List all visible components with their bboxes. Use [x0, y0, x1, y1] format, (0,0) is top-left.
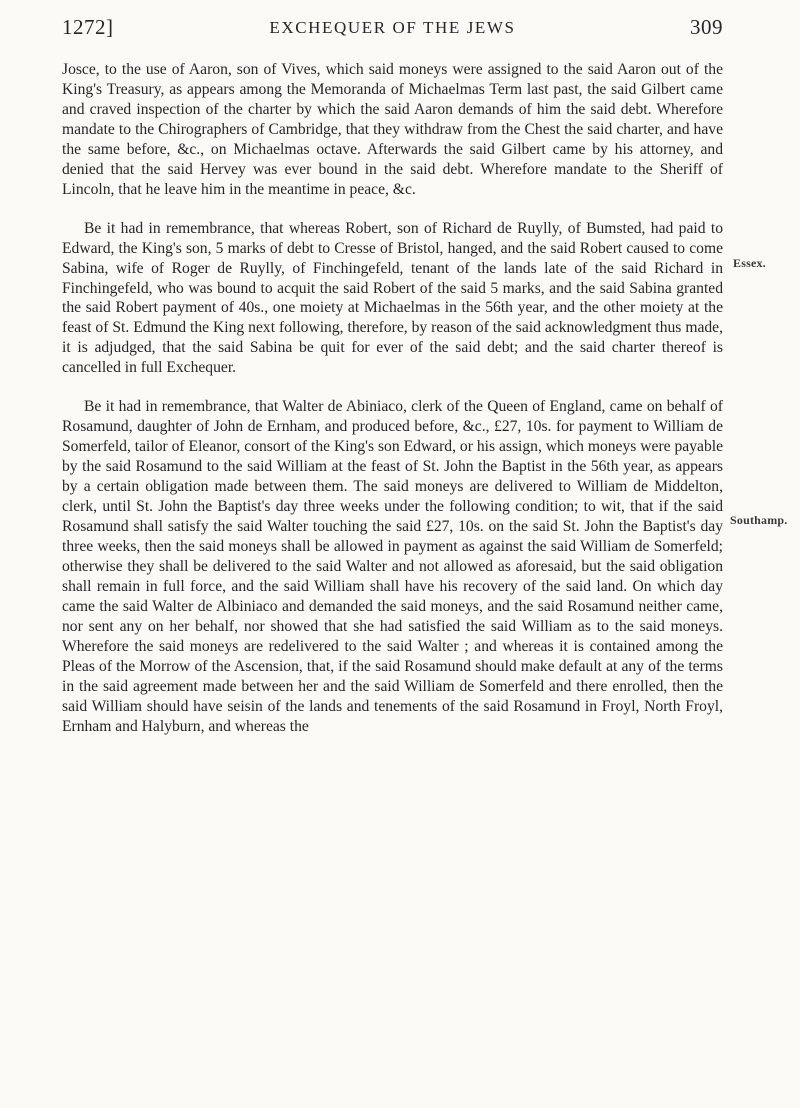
running-header: [62, 13, 723, 41]
page-number: 309: [690, 15, 723, 39]
paragraph-essex: Be it had in remembrance, that whereas Robert, son of Richard de Ruylly, of Bumsted, had paid to Edward, the King's son, 5 marks of debt to Cresse of Bristol, hanged, and the said Robert caused to come Sabina, wife of Roger de Ruylly, of Finchingefeld, tenant of the lands late of the said Richard in Finchingefeld, who was bound to acquit the said Robert of the said 5 marks, and the said Sabina granted the said Robert payment of 40s., one moiety at Michaelmas in the 56th year, and the other moiety at the feast of St. Edmund the King next following, therefore, by reason of the said acknowledgment thus made, it is adjudged, that the said Sabina be quit for ever of the said debt; and the said charter thereof is cancelled in full Exchequer.: [62, 219, 723, 377]
header-title: EXCHEQUER OF THE JEWS: [269, 18, 516, 37]
header-year: 1272]: [62, 15, 114, 39]
paragraph-southamp: Be it had in remembrance, that Walter de Abiniaco, clerk of the Queen of England, came on behalf of Rosamund, daughter of John de Ernham, and produced before, &c., £27, 10s. for payment to William de Somerfeld, tailor of Eleanor, consort of the King's son Edward, or his assign, which moneys were payable by the said Rosamund to the said William at the feast of St. John the Baptist in the 56th year, as appears by a certain obligation made between them. The said moneys are delivered to William de Middelton, clerk, until St. John the Baptist's day three weeks under the following condition; to wit, that if the said Rosamund shall satisfy the said Walter touching the said £27, 10s. on the said St. John the Baptist's day three weeks, then the said moneys shall be allowed in payment as against the said William de Somerfeld; otherwise they shall be delivered to the said Walter and not allowed as aforesaid, but the said obligation shall remain in full force, and the said William shall have his recovery of the said land. On which day came the said Walter de Albiniaco and demanded the said moneys, and the said Rosamund neither came, nor sent any on her behalf, nor showed that she had satisfied the said William as to the said moneys. Wherefore the said moneys are redelivered to the said Walter ; and whereas it is contained among the Pleas of the Morrow of the Ascension, that, if the said Rosamund should make default at any of the terms in the said agreement made between her and the said William de Somerfeld and there enrolled, then the said William should have seisin of the lands and tenements of the said Rosamund in Froyl, North Froyl, Ernham and Halyburn, and whereas the: [62, 398, 723, 735]
margin-note-southamp: Southamp.: [730, 513, 788, 527]
margin-note-essex: Essex.: [733, 256, 766, 270]
body-text: [62, 60, 723, 737]
paragraph-continued: Josce, to the use of Aaron, son of Vives, which said moneys were assigned to the said Aaron out of the King's Treasury, as appears among the Memoranda of Michaelmas Term last past, the said Gilbert came and craved inspection of the charter by which the said Aaron demands of him the said debt. Wherefore mandate to the Chirographers of Cambridge, that they withdraw from the Chest the said charter, and have the same before, &c., on Michaelmas octave. Afterwards the said Gilbert came by his attorney, and denied that the said Hervey was ever bound in the said debt. Wherefore mandate to the Sheriff of Lincoln, that he leave him in the meantime in peace, &c.: [62, 61, 723, 198]
